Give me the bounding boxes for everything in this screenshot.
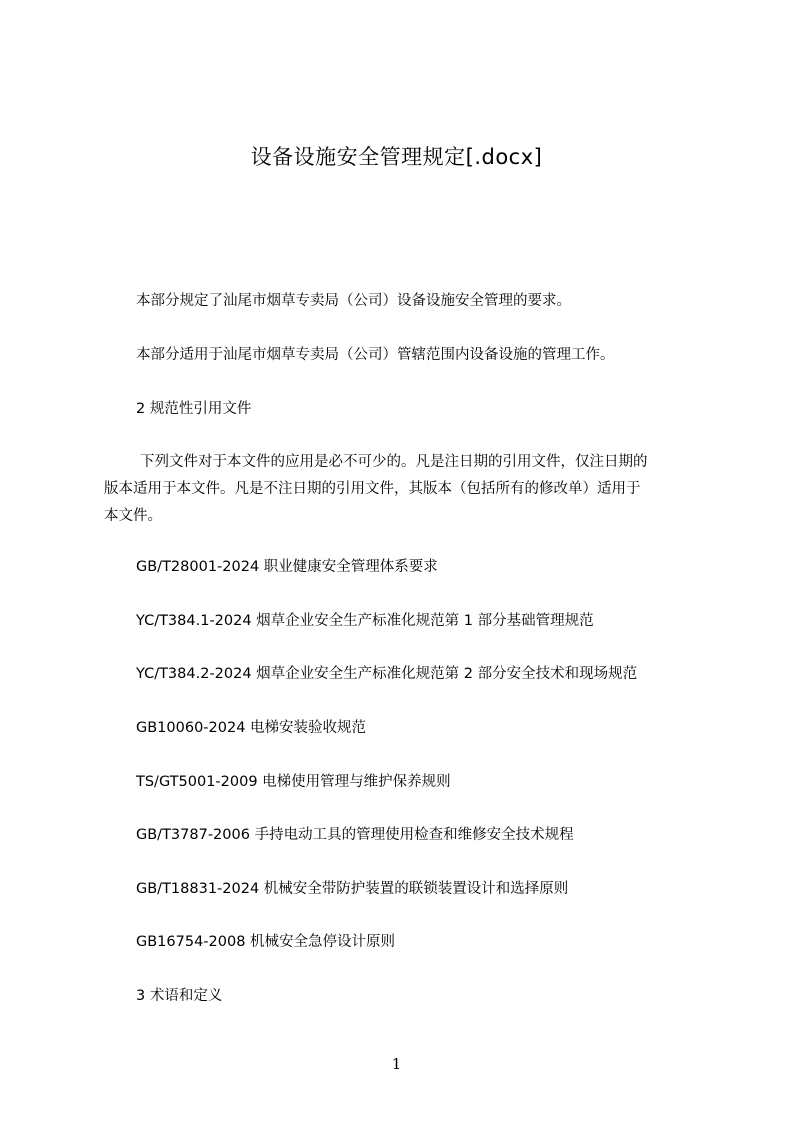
reference-item: TS/GT5001-2009 电梯使用管理与维护保养规则 (136, 774, 451, 790)
normative-references-intro (104, 449, 704, 530)
intro-line-1: 下列文件对于本文件的应用是必不可少的。凡是注日期的引用文件，仅注日期的 (140, 454, 648, 470)
intro-line-3: 本文件。 (104, 508, 162, 524)
document-title: 设备设施安全管理规定[.docx] (250, 145, 543, 169)
reference-item: GB16754-2008 机械安全急停设计原则 (136, 934, 396, 950)
intro-line-2: 版本适用于本文件。凡是不注日期的引用文件，其版本（包括所有的修改单）适用于 (104, 481, 641, 497)
section-heading-terms: 3 术语和定义 (136, 988, 223, 1004)
reference-item: YC/T384.2-2024 烟草企业安全生产标准化规范第 2 部分安全技术和现场规范 (136, 666, 638, 682)
reference-item: YC/T384.1-2024 烟草企业安全生产标准化规范第 1 部分基础管理规范 (136, 613, 594, 629)
section-heading-normative-references: 2 规范性引用文件 (136, 401, 252, 417)
page-number: 1 (391, 1055, 402, 1073)
reference-item: GB10060-2024 电梯安装验收规范 (136, 720, 367, 736)
scope-paragraph: 本部分规定了汕尾市烟草专卖局（公司）设备设施安全管理的要求。 (136, 293, 571, 309)
reference-item: GB/T18831-2024 机械安全带防护装置的联锁装置设计和选择原则 (136, 881, 569, 897)
reference-item: GB/T3787-2006 手持电动工具的管理使用检查和维修安全技术规程 (136, 827, 574, 843)
applicability-paragraph: 本部分适用于汕尾市烟草专卖局（公司）管辖范围内设备设施的管理工作。 (136, 347, 615, 363)
reference-item: GB/T28001-2024 职业健康安全管理体系要求 (136, 559, 438, 575)
